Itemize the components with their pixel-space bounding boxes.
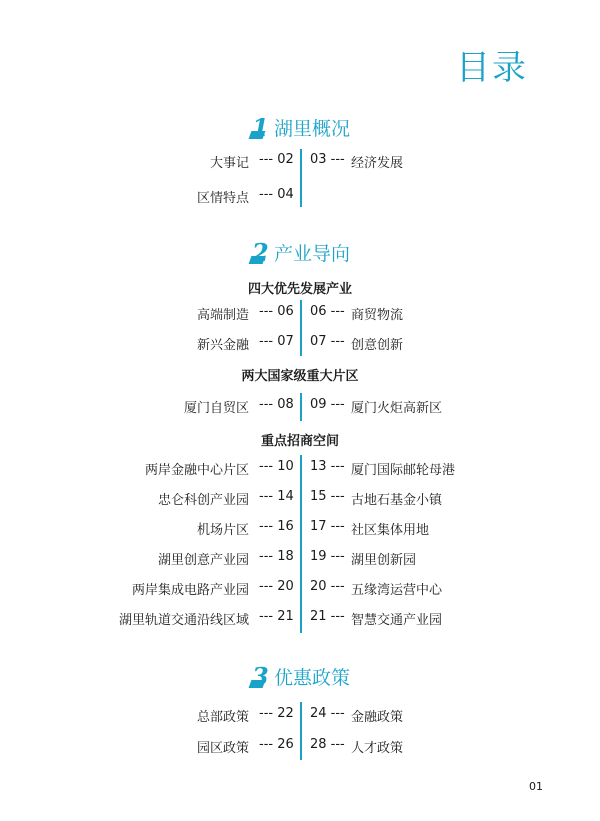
toc-row[interactable] bbox=[0, 300, 600, 326]
toc-entry-title[interactable]: 湖里创新园 bbox=[351, 553, 417, 568]
toc-page-number: 28 --- bbox=[310, 737, 345, 752]
toc-row[interactable] bbox=[0, 575, 600, 601]
toc-page-number: 03 --- bbox=[310, 152, 345, 167]
toc-entry-title[interactable]: 商贸物流 bbox=[351, 308, 404, 323]
toc-entry-title[interactable]: 创意创新 bbox=[351, 338, 404, 353]
section-heading-1[interactable] bbox=[0, 114, 600, 146]
toc-page-number: --- 21 bbox=[259, 609, 294, 624]
toc-row[interactable] bbox=[0, 545, 600, 571]
toc-page-number: 07 --- bbox=[310, 334, 345, 349]
toc-row[interactable] bbox=[0, 485, 600, 511]
toc-page-number: 17 --- bbox=[310, 519, 345, 534]
toc-row[interactable] bbox=[0, 183, 600, 209]
page-number: 01 bbox=[529, 780, 543, 793]
toc-row[interactable] bbox=[0, 148, 600, 174]
toc-entry-title[interactable]: 人才政策 bbox=[351, 741, 404, 756]
toc-entry-title[interactable]: 厦门火炬高新区 bbox=[351, 401, 443, 416]
toc-page-number: --- 02 bbox=[259, 152, 294, 167]
toc-entry-title[interactable]: 智慧交通产业园 bbox=[351, 613, 443, 628]
toc-entry-title[interactable]: 古地石基金小镇 bbox=[351, 493, 443, 508]
toc-row[interactable] bbox=[0, 455, 600, 481]
toc-page-number: 13 --- bbox=[310, 459, 345, 474]
toc-entry-title[interactable]: 五缘湾运营中心 bbox=[351, 583, 443, 598]
toc-row[interactable] bbox=[0, 515, 600, 541]
toc-entry-title[interactable]: 金融政策 bbox=[351, 710, 404, 725]
toc-entry-title[interactable]: 新兴金融 bbox=[196, 338, 249, 353]
toc-row[interactable] bbox=[0, 733, 600, 759]
toc-entry-title[interactable]: 大事记 bbox=[209, 156, 249, 171]
page-title: 目录 bbox=[456, 48, 528, 88]
section-title: 湖里概况 bbox=[273, 118, 350, 140]
toc-page-number: 24 --- bbox=[310, 706, 345, 721]
toc-page-number: --- 07 bbox=[259, 334, 294, 349]
toc-entry-title[interactable]: 总部政策 bbox=[196, 710, 249, 725]
section-number-badge: 1 bbox=[250, 117, 268, 139]
toc-page-number: --- 18 bbox=[259, 549, 294, 564]
toc-entry-title[interactable]: 两岸金融中心片区 bbox=[144, 463, 249, 478]
toc-entry-title[interactable]: 两岸集成电路产业园 bbox=[131, 583, 249, 598]
toc-entry-title[interactable]: 社区集体用地 bbox=[351, 523, 430, 538]
toc-page-number: 21 --- bbox=[310, 609, 345, 624]
toc-page-number: 15 --- bbox=[310, 489, 345, 504]
toc-page-number: --- 04 bbox=[259, 187, 294, 202]
toc-page-number: --- 10 bbox=[259, 459, 294, 474]
toc-entry-title[interactable]: 忠仑科创产业园 bbox=[157, 493, 249, 508]
toc-page-number: 09 --- bbox=[310, 397, 345, 412]
toc-entry-title[interactable]: 机场片区 bbox=[196, 523, 249, 538]
toc-page-number: --- 26 bbox=[259, 737, 294, 752]
toc-row[interactable] bbox=[0, 393, 600, 419]
section-heading-2[interactable] bbox=[0, 239, 600, 271]
toc-page-number: 19 --- bbox=[310, 549, 345, 564]
toc-page-number: --- 22 bbox=[259, 706, 294, 721]
toc-entry-title[interactable]: 厦门自贸区 bbox=[183, 401, 249, 416]
group-title: 四大优先发展产业 bbox=[247, 282, 352, 297]
toc-entry-title[interactable]: 园区政策 bbox=[196, 741, 249, 756]
toc-page-number: --- 14 bbox=[259, 489, 294, 504]
toc-row[interactable] bbox=[0, 330, 600, 356]
toc-row[interactable] bbox=[0, 702, 600, 728]
toc-entry-title[interactable]: 湖里轨道交通沿线区域 bbox=[118, 613, 249, 628]
toc-row[interactable] bbox=[0, 605, 600, 631]
section-title: 产业导向 bbox=[273, 243, 350, 265]
toc-page-number: --- 06 bbox=[259, 304, 294, 319]
section-title: 优惠政策 bbox=[273, 667, 350, 689]
toc-entry-title[interactable]: 厦门国际邮轮母港 bbox=[351, 463, 456, 478]
toc-page-number: 20 --- bbox=[310, 579, 345, 594]
toc-page-number: --- 08 bbox=[259, 397, 294, 412]
group-title: 重点招商空间 bbox=[260, 434, 339, 449]
toc-page-number: --- 20 bbox=[259, 579, 294, 594]
toc-page-number: 06 --- bbox=[310, 304, 345, 319]
toc-entry-title[interactable]: 区情特点 bbox=[196, 191, 249, 206]
toc-entry-title[interactable]: 高端制造 bbox=[196, 308, 249, 323]
toc-page-number: --- 16 bbox=[259, 519, 294, 534]
section-heading-3[interactable] bbox=[0, 663, 600, 695]
group-title: 两大国家级重大片区 bbox=[241, 369, 359, 384]
section-number-badge: 3 bbox=[250, 666, 268, 688]
toc-entry-title[interactable]: 湖里创意产业园 bbox=[157, 553, 249, 568]
section-number-badge: 2 bbox=[250, 242, 268, 264]
toc-entry-title[interactable]: 经济发展 bbox=[351, 156, 404, 171]
